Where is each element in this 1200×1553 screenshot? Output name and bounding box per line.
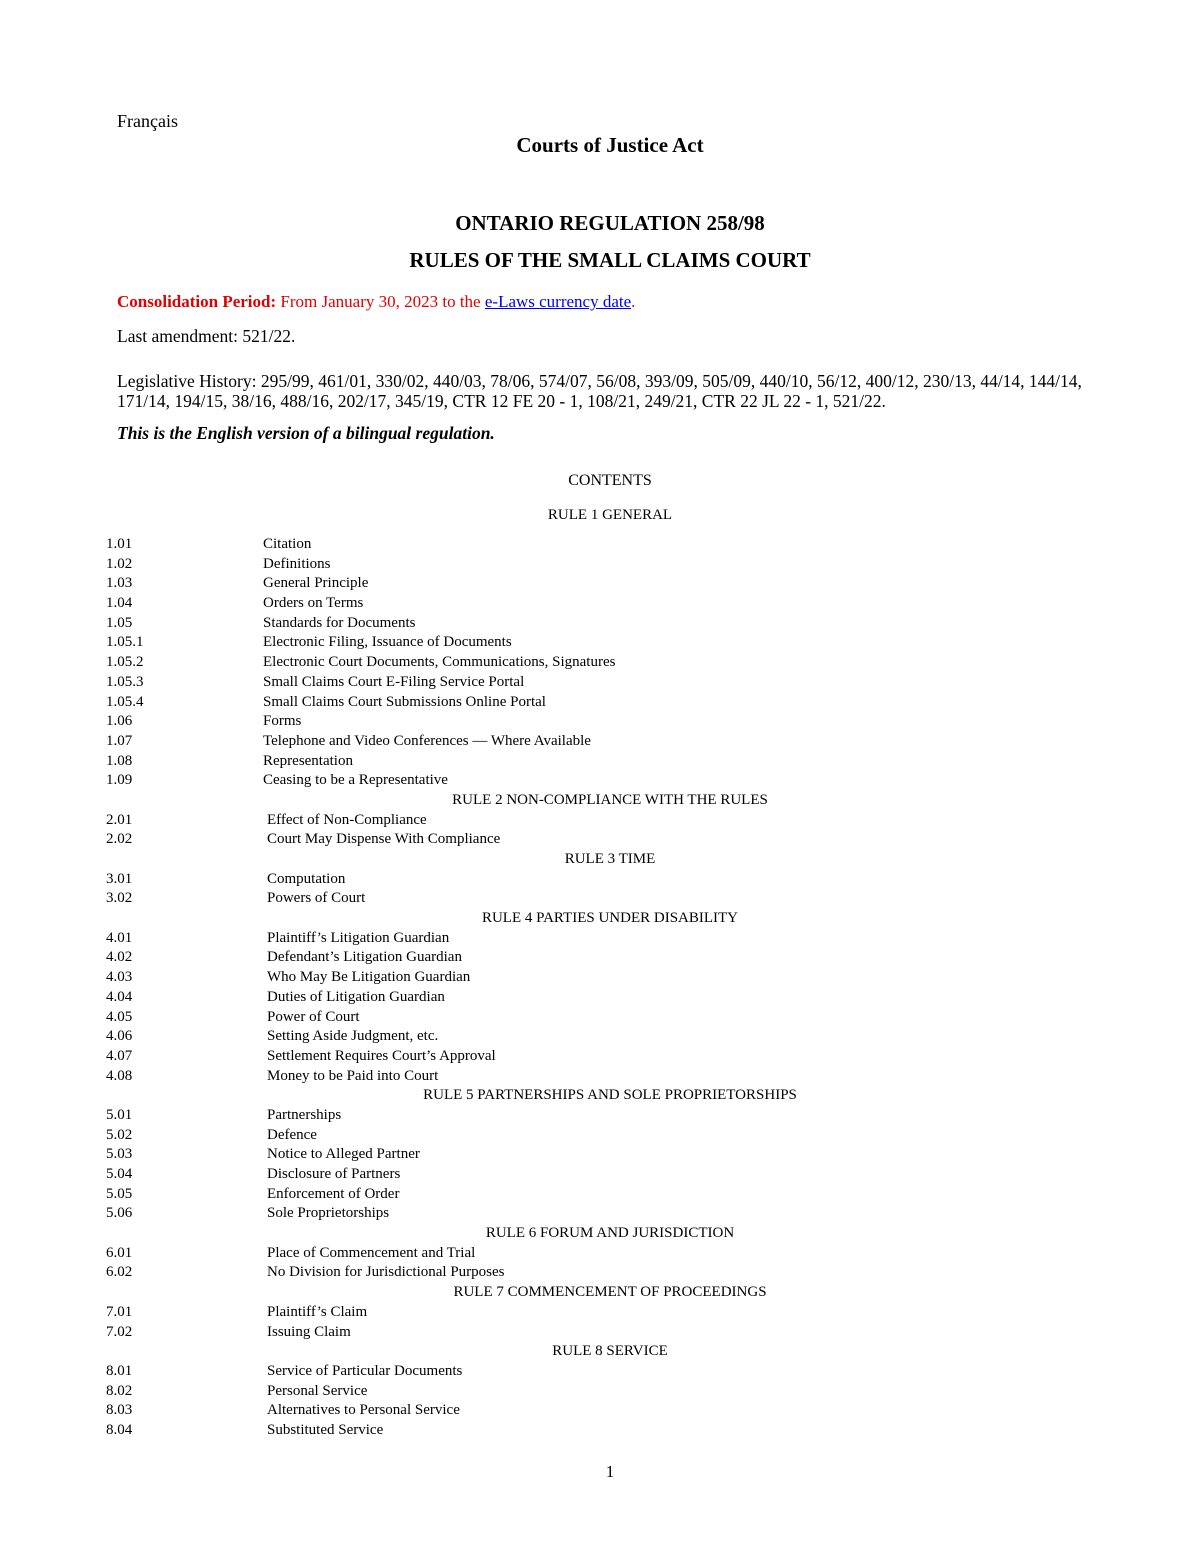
section-number: 8.04 (106, 1421, 133, 1438)
section-title: Computation (267, 870, 346, 887)
section-number: 1.06 (106, 713, 133, 730)
toc-row[interactable] (0, 1362, 1200, 1382)
rule-heading: RULE 1 GENERAL (547, 507, 673, 523)
section-title: Forms (263, 713, 302, 730)
francais-link[interactable]: Français (117, 111, 178, 131)
toc-row[interactable] (0, 1145, 1200, 1165)
section-title: Personal Service (267, 1382, 368, 1399)
section-number: 2.01 (106, 811, 133, 828)
toc-row[interactable] (0, 574, 1200, 594)
rule-heading: RULE 2 NON-COMPLIANCE WITH THE RULES (452, 791, 768, 808)
section-title: Electronic Filing, Issuance of Documents (263, 634, 512, 651)
section-title: Telephone and Video Conferences — Where Available (263, 732, 591, 749)
section-number: 6.01 (106, 1244, 133, 1261)
toc-row[interactable] (0, 929, 1200, 949)
section-title: Power of Court (267, 1008, 360, 1025)
e-laws-currency-date-link[interactable]: e-Laws currency date (484, 292, 632, 311)
section-number: 4.02 (106, 949, 133, 966)
page-number: 1 (605, 1462, 615, 1481)
toc-row[interactable] (0, 771, 1200, 791)
bilingual-note: This is the English version of a bilingual regulation. (117, 423, 495, 443)
toc-row[interactable] (0, 1106, 1200, 1126)
section-number: 4.01 (106, 929, 133, 946)
toc-row[interactable] (0, 1126, 1200, 1146)
toc-row[interactable] (0, 1204, 1200, 1224)
toc-row[interactable] (0, 968, 1200, 988)
rule-heading: RULE 7 COMMENCEMENT OF PROCEEDINGS (453, 1284, 767, 1301)
section-number: 5.02 (106, 1126, 133, 1143)
section-number: 8.02 (106, 1382, 133, 1399)
section-number: 4.05 (106, 1008, 133, 1025)
section-number: 1.05 (106, 614, 133, 631)
contents-heading: CONTENTS (568, 472, 652, 489)
section-title: Partnerships (267, 1106, 342, 1123)
toc-row[interactable] (0, 1008, 1200, 1028)
section-number: 1.05.4 (106, 693, 144, 710)
section-number: 4.06 (106, 1028, 133, 1045)
section-title: Standards for Documents (263, 614, 416, 631)
section-title: Effect of Non-Compliance (267, 811, 427, 828)
section-title: Settlement Requires Court’s Approval (267, 1047, 496, 1064)
section-title: Representation (263, 752, 353, 769)
section-number: 1.02 (106, 555, 133, 572)
toc-row[interactable] (0, 555, 1200, 575)
toc-row[interactable] (0, 1263, 1200, 1283)
section-number: 1.03 (106, 575, 133, 592)
section-number: 1.07 (106, 732, 133, 749)
rule-heading: RULE 8 SERVICE (552, 1343, 668, 1360)
section-title: Alternatives to Personal Service (267, 1402, 460, 1419)
section-number: 1.04 (106, 595, 133, 612)
section-title: Defence (267, 1126, 317, 1143)
toc-row[interactable] (0, 1323, 1200, 1343)
consolidation-suffix: . (631, 292, 636, 311)
toc-row[interactable] (0, 1401, 1200, 1421)
legislative-history: Legislative History: 295/99, 461/01, 330/02, 440/03, 78/06, 574/07, 56/08, 393/09, 505/09, 440/10, 56/12, 400/12, 230/13, 44/14, 144/14, 171/14, 194/15, 38/16, 488/16, 202/17, 345/19, CTR 12 FE 20 - 1, 108/21, 249/21, CTR 22 JL 22 - 1, 521/22. (117, 371, 1082, 411)
section-title: Court May Dispense With Compliance (267, 831, 501, 848)
toc-row[interactable] (0, 1165, 1200, 1185)
section-title: Defendant’s Litigation Guardian (267, 949, 462, 966)
section-number: 1.08 (106, 752, 133, 769)
section-number: 3.02 (106, 890, 133, 907)
section-title: Issuing Claim (267, 1323, 351, 1340)
toc-row[interactable] (0, 1303, 1200, 1323)
section-title: No Division for Jurisdictional Purposes (267, 1264, 505, 1281)
toc-row[interactable] (0, 870, 1200, 890)
section-number: 4.07 (106, 1047, 133, 1064)
section-number: 1.01 (106, 536, 133, 552)
section-number: 1.09 (106, 772, 133, 789)
section-title: Sole Proprietorships (267, 1205, 390, 1222)
section-title: Definitions (263, 555, 331, 572)
last-amendment: Last amendment: 521/22. (117, 326, 296, 346)
consolidation-period (117, 292, 635, 312)
toc-row[interactable] (0, 1421, 1200, 1441)
toc-row[interactable] (0, 1382, 1200, 1402)
section-title: Small Claims Court E-Filing Service Portal (263, 673, 525, 690)
section-number: 8.03 (106, 1402, 133, 1419)
consolidation-label: Consolidation Period: (117, 292, 277, 311)
toc-row[interactable] (0, 889, 1200, 909)
section-number: 7.02 (106, 1323, 133, 1340)
section-title: Place of Commencement and Trial (267, 1244, 476, 1261)
toc-row[interactable] (0, 653, 1200, 673)
section-title: Disclosure of Partners (267, 1166, 401, 1182)
section-title: Small Claims Court Submissions Online Portal (263, 693, 546, 710)
section-number: 7.01 (106, 1303, 133, 1320)
toc-row[interactable] (0, 614, 1200, 634)
section-number: 5.04 (106, 1166, 133, 1182)
section-number: 4.04 (106, 988, 133, 1005)
section-number: 5.01 (106, 1106, 133, 1123)
section-number: 5.05 (106, 1185, 133, 1202)
section-number: 4.08 (106, 1067, 133, 1084)
section-number: 5.06 (106, 1205, 133, 1222)
section-title: Who May Be Litigation Guardian (267, 969, 471, 986)
toc-row[interactable] (0, 594, 1200, 614)
toc-row[interactable] (0, 988, 1200, 1008)
section-title: General Principle (263, 575, 369, 592)
section-number: 1.05.2 (106, 654, 144, 671)
section-title: Ceasing to be a Representative (263, 772, 448, 789)
section-number: 3.01 (106, 870, 133, 887)
toc-row[interactable] (0, 673, 1200, 693)
section-number: 1.05.3 (106, 673, 144, 690)
section-number: 5.03 (106, 1146, 133, 1163)
act-title: Courts of Justice Act (516, 133, 704, 157)
toc-row[interactable] (0, 732, 1200, 752)
rule-heading: RULE 5 PARTNERSHIPS AND SOLE PROPRIETORSHIPS (423, 1087, 797, 1104)
toc-row[interactable] (0, 752, 1200, 772)
section-title: Notice to Alleged Partner (267, 1146, 420, 1163)
section-title: Substituted Service (267, 1421, 384, 1438)
section-title: Money to be Paid into Court (267, 1067, 439, 1084)
section-number: 1.05.1 (106, 634, 144, 651)
section-number: 6.02 (106, 1264, 133, 1281)
rule-heading: RULE 3 TIME (564, 851, 656, 867)
section-title: Citation (263, 536, 312, 552)
section-title: Plaintiff’s Litigation Guardian (267, 929, 450, 946)
toc-row[interactable] (0, 1047, 1200, 1067)
rule-heading: RULE 6 FORUM AND JURISDICTION (485, 1225, 735, 1242)
section-number: 2.02 (106, 831, 133, 848)
section-number: 8.01 (106, 1362, 133, 1379)
toc-row[interactable] (0, 1185, 1200, 1205)
section-title: Orders on Terms (263, 595, 364, 612)
toc-row[interactable] (0, 1027, 1200, 1047)
table-of-contents (0, 505, 1200, 1441)
toc-row[interactable] (0, 633, 1200, 653)
toc-row[interactable] (0, 811, 1200, 831)
section-number: 4.03 (106, 969, 133, 986)
section-title: Service of Particular Documents (267, 1362, 463, 1379)
toc-row[interactable] (0, 693, 1200, 713)
section-title: Powers of Court (267, 890, 366, 907)
toc-row[interactable] (0, 1067, 1200, 1087)
toc-row[interactable] (0, 948, 1200, 968)
toc-row[interactable] (0, 1244, 1200, 1264)
section-title: Electronic Court Documents, Communications, Signatures (263, 654, 616, 671)
regulation-number: ONTARIO REGULATION 258/98 (455, 211, 765, 235)
section-title: Plaintiff’s Claim (267, 1303, 368, 1320)
toc-row[interactable] (0, 712, 1200, 732)
section-title: Enforcement of Order (267, 1185, 400, 1202)
toc-row[interactable] (0, 535, 1200, 555)
section-title: Setting Aside Judgment, etc. (267, 1028, 439, 1045)
regulation-title: RULES OF THE SMALL CLAIMS COURT (409, 248, 811, 272)
section-title: Duties of Litigation Guardian (267, 988, 445, 1005)
toc-row[interactable] (0, 830, 1200, 850)
rule-heading: RULE 4 PARTIES UNDER DISABILITY (481, 910, 739, 927)
consolidation-text: From January 30, 2023 to the (280, 292, 481, 311)
